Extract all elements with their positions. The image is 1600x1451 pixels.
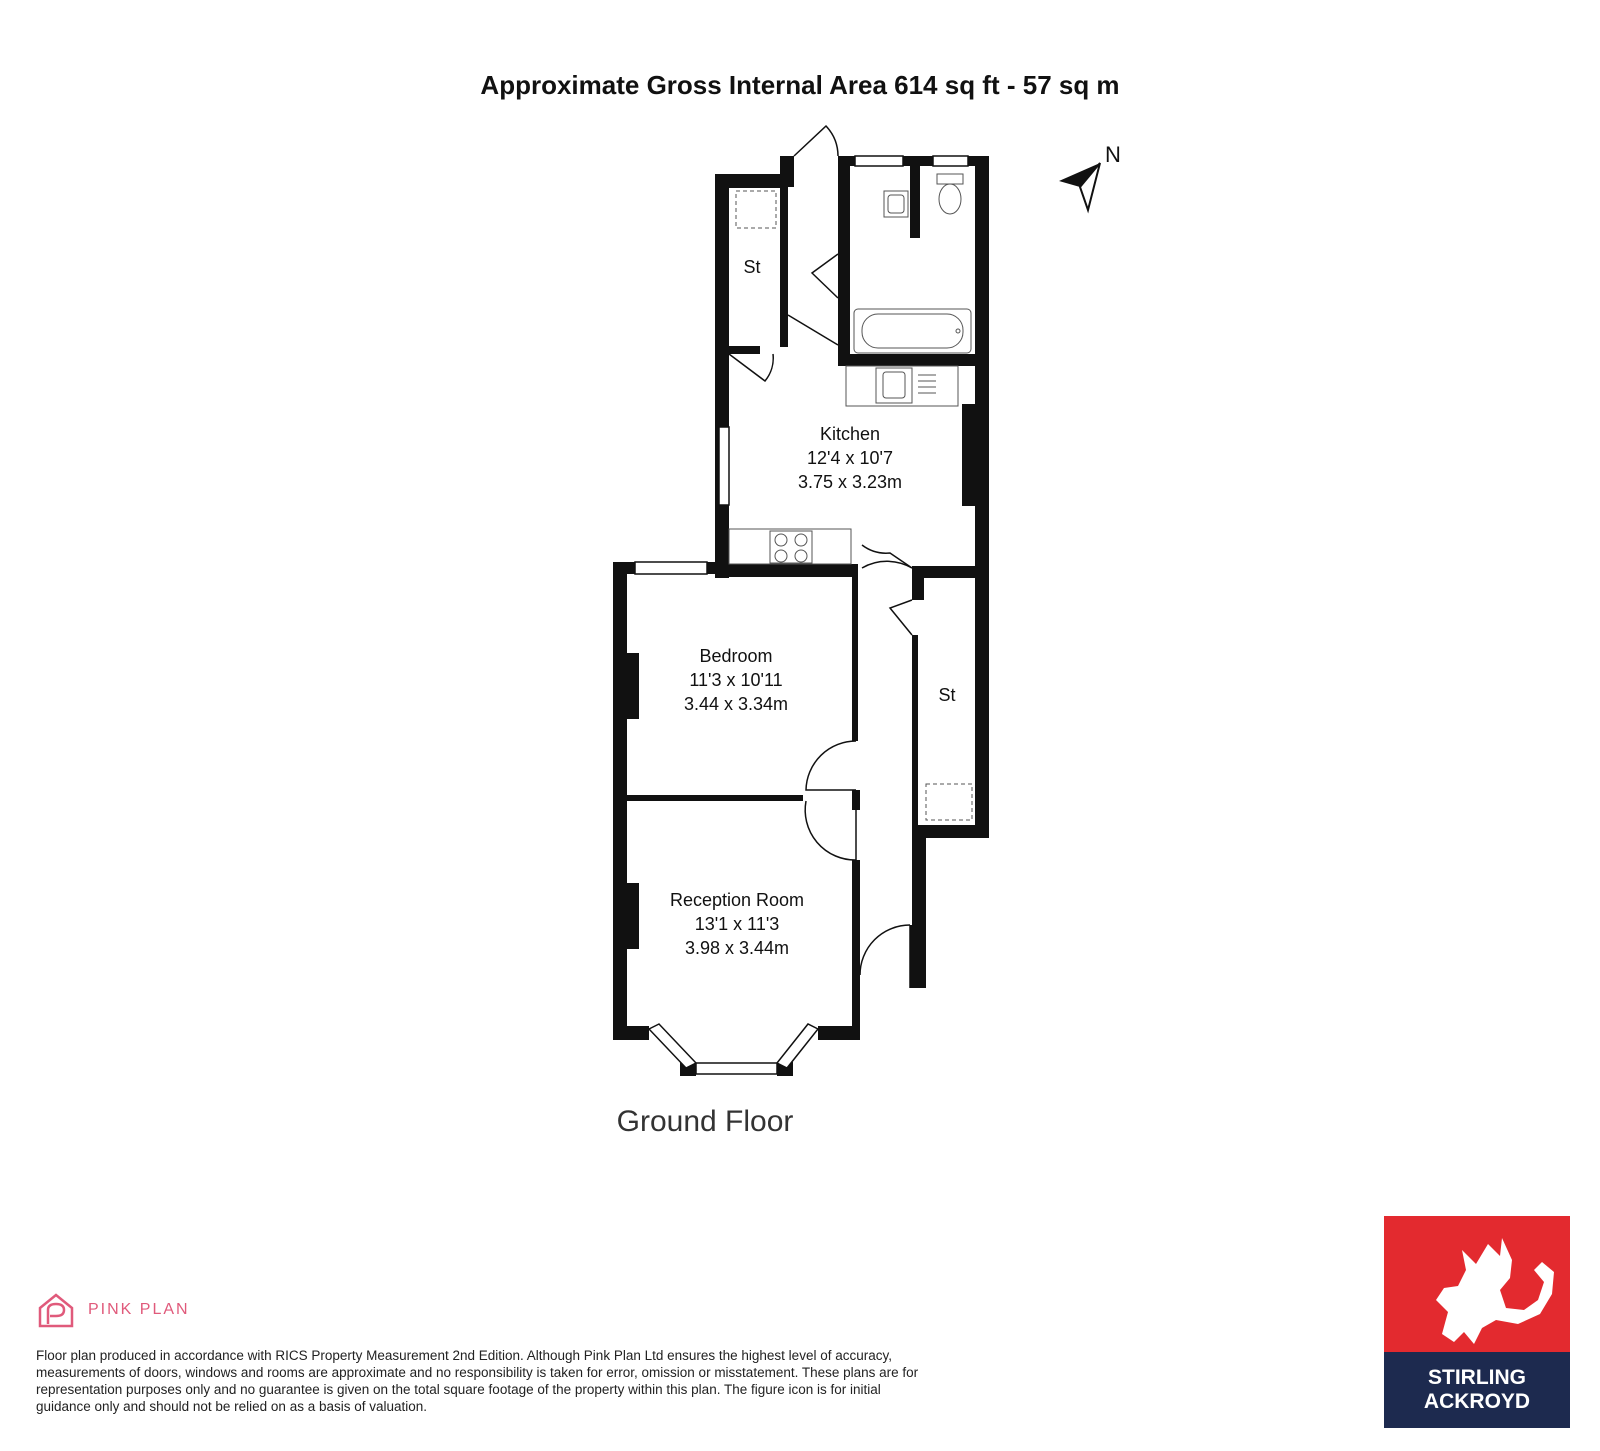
pink-plan-name: PINK PLAN xyxy=(88,1301,190,1318)
room-reception-metric: 3.98 x 3.44m xyxy=(684,938,790,958)
floor-label: Ground Floor xyxy=(616,1105,794,1138)
doors xyxy=(729,126,912,988)
north-label: N xyxy=(1105,142,1121,167)
room-reception-name: Reception Room xyxy=(669,890,805,910)
room-bedroom-name: Bedroom xyxy=(699,646,773,666)
kitchen-counter-top xyxy=(846,366,958,406)
room-bedroom-metric: 3.44 x 3.34m xyxy=(683,694,789,714)
pink-plan-house-icon xyxy=(36,1290,76,1330)
room-reception-imperial: 13'1 x 11'3 xyxy=(694,914,780,934)
hob-icon xyxy=(729,529,851,564)
storage-unit-right xyxy=(926,784,972,820)
north-arrow-icon xyxy=(1059,142,1121,210)
room-store-right-name: St xyxy=(938,685,956,705)
walls xyxy=(613,156,989,1076)
room-kitchen-name: Kitchen xyxy=(819,424,881,444)
bath-icon xyxy=(854,309,971,353)
toilet-icon xyxy=(937,174,963,214)
basin-icon xyxy=(884,191,908,217)
disclaimer-text: Floor plan produced in accordance with RICS Property Measurement 2nd Edition. Although Pink Plan Ltd ensures the highest level of accuracy, measurements of doors, windows and rooms are approximate and no responsibility is taken for error, omission or misstatement. These plans are for representation purposes only and no guarantee is given on the total square footage of the property within this plan. The figure icon is for initial guidance only and should not be relied on as a basis of valuation. xyxy=(36,1348,919,1414)
storage-unit-top xyxy=(736,191,776,228)
griffin-icon xyxy=(1384,1216,1570,1352)
logo-navy-panel xyxy=(1384,1352,1570,1428)
pink-plan-logo xyxy=(36,1290,190,1330)
logo-red-panel xyxy=(1384,1216,1570,1352)
agent-name-line2: ACKROYD xyxy=(1423,1390,1531,1413)
fixtures xyxy=(729,174,972,820)
room-kitchen-imperial: 12'4 x 10'7 xyxy=(807,448,893,468)
room-kitchen-metric: 3.75 x 3.23m xyxy=(797,472,903,492)
room-bedroom-imperial: 11'3 x 10'11 xyxy=(689,670,783,690)
agent-name-line1: STIRLING xyxy=(1428,1366,1526,1389)
stirling-ackroyd-logo xyxy=(1384,1216,1570,1428)
room-store-top-name: St xyxy=(743,257,761,277)
page-title: Approximate Gross Internal Area 614 sq ft - 57 sq m xyxy=(480,70,1120,100)
